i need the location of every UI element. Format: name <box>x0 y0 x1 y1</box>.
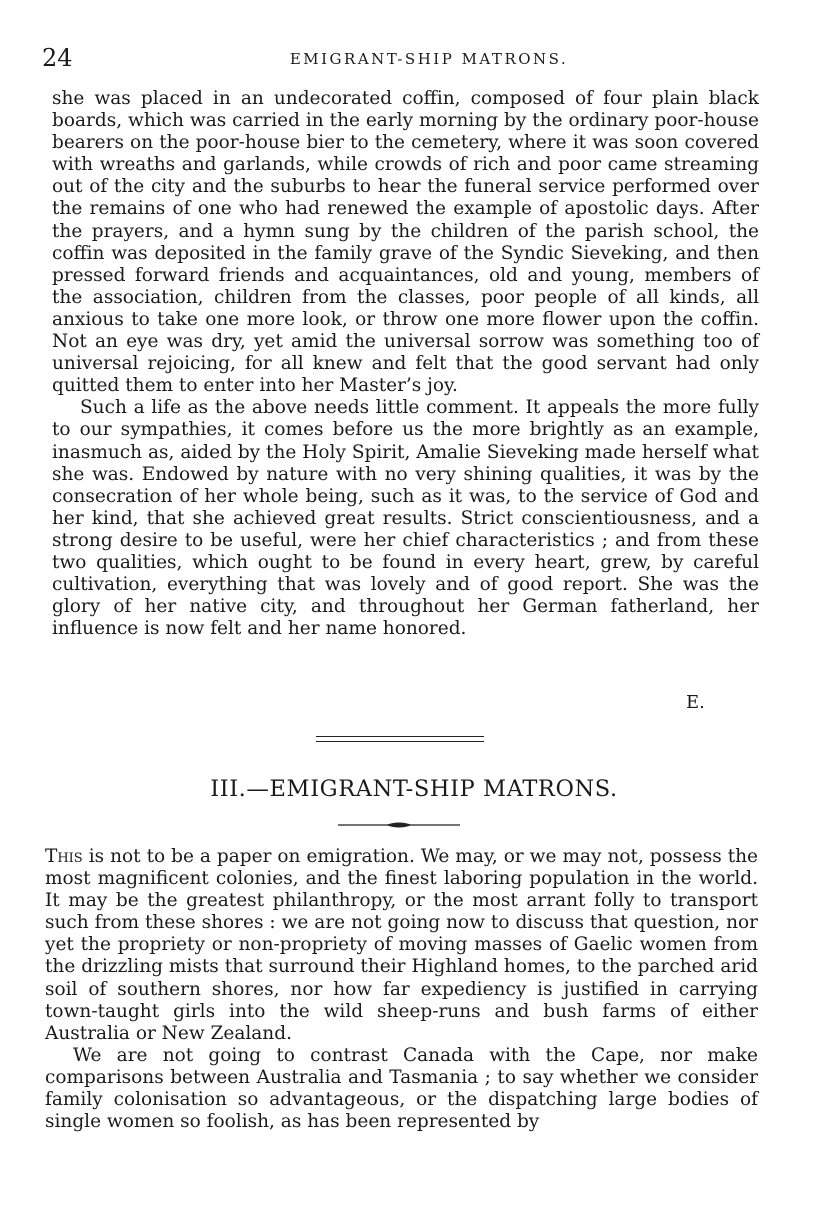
paragraph: Such a life as the above needs little comment. It appeals the more fully to our sympathies, it comes before us the more brightly as an example, inasmuch as, aided by the Holy Spirit, Amalie Sieveking made herself what she was. Endowed by nature with no very shining qualities, it was by the consecration of her whole being, such as it was, to the service of God and her kind, that she achieved great results. Strict conscientiousness, and a strong desire to be useful, were her chief characteristics ; and from these two qualities, which ought to be found in every heart, grew, by careful cultivation, everything that was lovely and of good report. She was the glory of her native city, and throughout her German fatherland, her influence is now felt and her name honored. <box>52 397 759 640</box>
paragraph <box>45 846 758 1045</box>
paragraph: We are not going to contrast Canada with the Cape, nor make comparisons between Australia and Tasmania ; to say whether we consider family colonisation so advantageous, or the dispatching large bodies of single women so foolish, as has been represented by <box>45 1044 758 1133</box>
article-text <box>45 846 758 1133</box>
section-divider <box>316 736 484 742</box>
ornament-rule-icon <box>338 820 460 830</box>
previous-article-text <box>52 88 759 640</box>
opening-word: This <box>45 846 83 867</box>
running-title: EMIGRANT-SHIP MATRONS. <box>289 50 569 68</box>
article-title: III.—EMIGRANT-SHIP MATRONS. <box>210 776 618 802</box>
page-number: 24 <box>42 44 73 72</box>
running-head <box>40 44 768 72</box>
author-signature: E. <box>686 692 705 713</box>
paragraph-text: is not to be a paper on emigration. We may, or we may not, possess the most magnificent colonies, and the finest laboring population in the world. It may be the greatest philanthropy, or the most arrant folly to transport such from these shores : we are not going now to discuss that question, nor yet the propriety or non-propriety of moving masses of Gaelic women from the drizzling mists that surround their Highland homes, to the parched arid soil of southern shores, nor how far expediency is justified in carrying town-taught girls into the wild sheep-runs and bush farms of either Australia or New Zealand. <box>45 846 758 1044</box>
paragraph: she was placed in an undecorated coffin, composed of four plain black boards, which was carried in the early morning by the ordinary poor-house bearers on the poor-house bier to the cemetery, where it was soon covered with wreaths and garlands, while crowds of rich and poor came streaming out of the city and the suburbs to hear the funeral service performed over the remains of one who had renewed the example of apostolic days. After the prayers, and a hymn sung by the children of the parish school, the coffin was deposited in the family grave of the Syndic Sieveking, and then pressed forward friends and acquaintances, old and young, members of the association, children from the classes, poor people of all kinds, all anxious to take one more look, or throw one more flower upon the coffin. Not an eye was dry, yet amid the universal sorrow was something too of universal rejoicing, for all knew and felt that the good servant had only quitted them to enter into her Master’s joy. <box>52 88 759 397</box>
